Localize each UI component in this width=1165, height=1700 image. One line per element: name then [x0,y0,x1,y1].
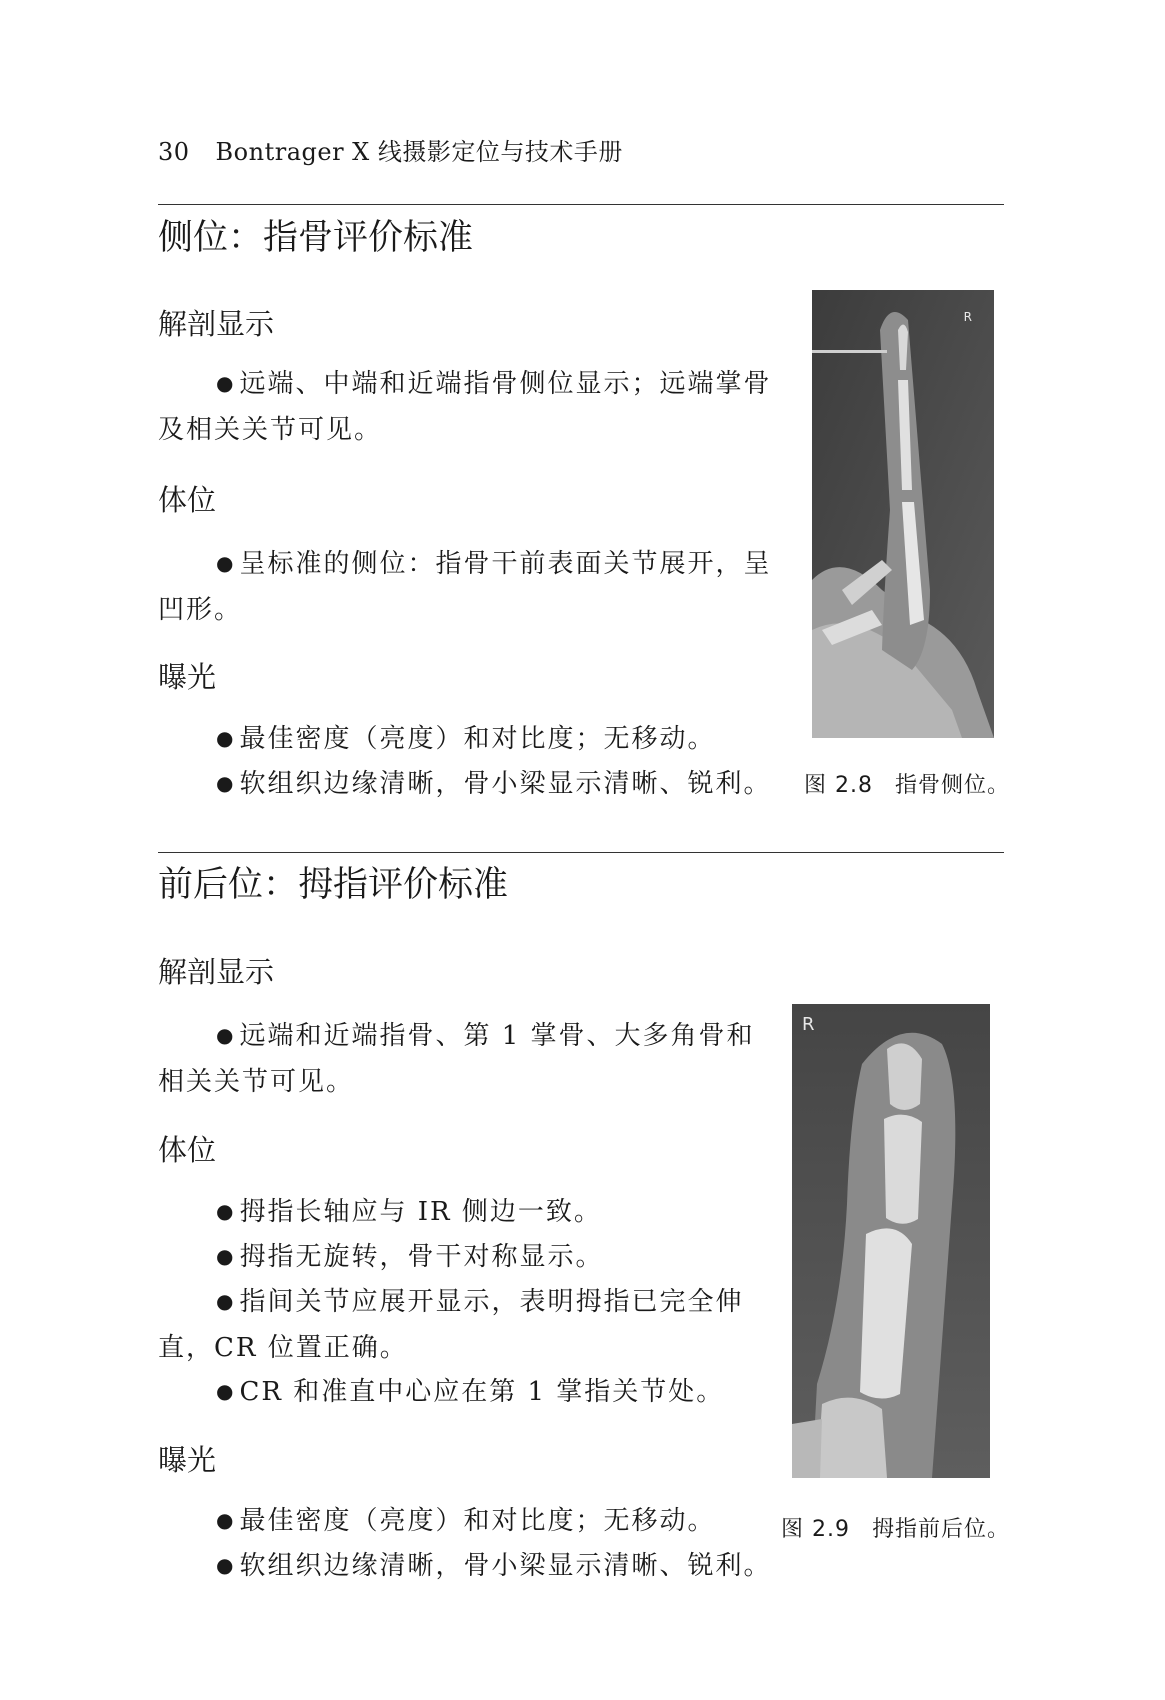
bullet-item: ● 拇指无旋转，骨干对称显示。 [216,1242,604,1272]
book-title: Bontrager X 线摄影定位与技术手册 [215,138,623,166]
running-header [158,132,623,167]
bullet-icon: ● [216,551,236,575]
bullet-item: ● 拇指长轴应与 IR 侧边一致。 [216,1197,602,1227]
bullet-item: ● 远端和近端指骨、第 1 掌骨、大多角骨和相关关节可见。 [158,1021,755,1097]
bullet-item: ● CR 和准直中心应在第 1 掌指关节处。 [216,1377,725,1407]
bullet-item: ● 软组织边缘清晰，骨小梁显示清晰、锐利。 [216,1551,772,1581]
bullet-icon: ● [216,1508,236,1532]
bullet-item: ● 软组织边缘清晰，骨小梁显示清晰、锐利。 [216,769,772,799]
finger-lateral-xray [812,290,994,738]
section-title: 前后位：拇指评价标准 [158,865,509,905]
bullet-item: ● 最佳密度（亮度）和对比度；无移动。 [216,724,716,754]
xray-side-marker: R [802,1014,815,1035]
bullet-icon: ● [216,1553,236,1577]
bullet-icon: ● [216,1289,236,1313]
bullet-item: ● 呈标准的侧位：指骨干前表面关节展开，呈凹形。 [158,549,772,625]
section-divider [158,852,1004,853]
xray-side-marker: R [963,310,972,324]
figure-number: 图 2.9 [781,1517,850,1542]
figure-caption-text: 拇指前后位。 [871,1517,1010,1542]
exposure-heading: 曝光 [158,1443,217,1477]
anatomy-heading: 解剖显示 [158,307,275,341]
section-divider [158,204,1004,205]
bullet-icon: ● [216,726,236,750]
bullet-icon: ● [216,771,236,795]
bullet-icon: ● [216,1379,236,1403]
figure-number: 图 2.8 [804,773,873,798]
bullet-icon: ● [216,1244,236,1268]
anatomy-heading: 解剖显示 [158,955,275,989]
bullet-icon: ● [216,371,236,395]
section-title: 侧位：指骨评价标准 [158,218,474,258]
bullet-item: ● 指间关节应展开显示，表明拇指已完全伸直，CR 位置正确。 [158,1287,744,1363]
thumb-ap-xray [792,1004,990,1478]
bullet-icon: ● [216,1199,236,1223]
position-heading: 体位 [158,483,217,517]
bullet-item: ● 最佳密度（亮度）和对比度；无移动。 [216,1506,716,1536]
figure-caption [781,1512,1010,1543]
position-heading: 体位 [158,1133,217,1167]
exposure-heading: 曝光 [158,660,217,694]
page-number: 30 [158,138,190,166]
figure-caption [804,768,1010,799]
bullet-item: ● 远端、中端和近端指骨侧位显示；远端掌骨及相关关节可见。 [158,369,772,445]
figure-caption-text: 指骨侧位。 [894,773,1010,798]
bullet-icon: ● [216,1023,236,1047]
